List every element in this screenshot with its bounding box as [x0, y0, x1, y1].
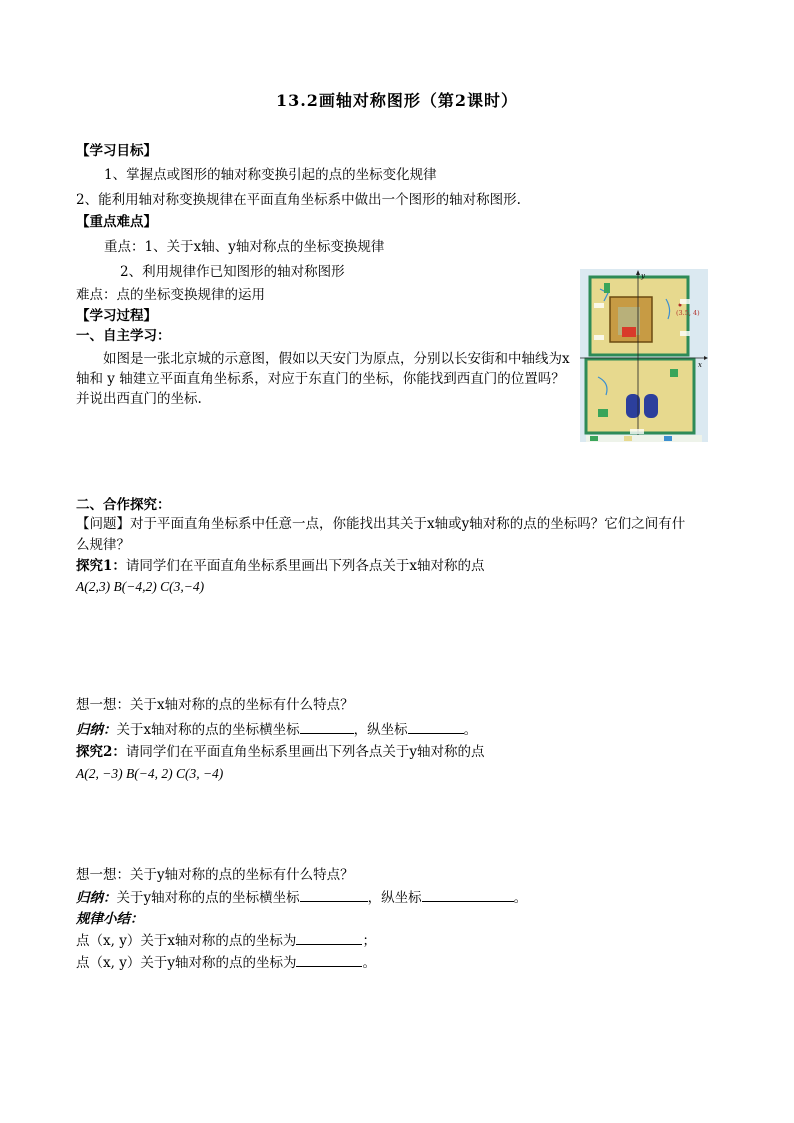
rule2-blank[interactable] — [296, 953, 362, 967]
key-text-1: 1、关于x轴、y轴对称点的坐标变换规律 — [144, 239, 385, 255]
objective-1: 1、掌握点或图形的轴对称变换引起的点的坐标变化规律 — [104, 167, 437, 183]
summary2-text-a: 关于y轴对称的点的坐标横坐标 — [116, 890, 300, 906]
beijing-map-image — [580, 269, 708, 442]
summary1 — [76, 720, 477, 739]
keypoints-heading: 【重点难点】 — [76, 214, 157, 230]
objective-2: 2、能利用轴对称变换规律在平面直角坐标系中做出一个图形的轴对称图形. — [76, 192, 521, 208]
think1: 想一想：关于x轴对称的点的坐标有什么特点？ — [76, 697, 354, 713]
summary2-blank-1[interactable] — [300, 888, 368, 902]
summary2-end: 。 — [513, 890, 528, 906]
explore2-text: 请同学们在平面直角坐标系里画出下列各点关于y轴对称的点 — [125, 744, 485, 760]
question-line-1: 【问题】对于平面直角坐标系中任意一点，你能找出其关于x轴或y轴对称的点的坐标吗？它们之间有什 — [76, 516, 686, 532]
map-y-axis-label: y — [641, 272, 645, 280]
rule2-text: 点（x, y）关于y轴对称的点的坐标为 — [76, 955, 297, 971]
rule2-end: 。 — [362, 955, 376, 971]
explore2 — [76, 743, 485, 761]
summary1-text-b: ，纵坐标 — [353, 722, 408, 738]
keypoint-1 — [104, 238, 384, 256]
summary1-blank-2[interactable] — [408, 720, 464, 734]
keypoint-2: 2、利用规律作已知图形的轴对称图形 — [120, 264, 345, 280]
summary2-label: 归纳： — [76, 890, 117, 906]
map-coord-label: (3.5, 4) — [676, 309, 700, 317]
key-label: 重点： — [104, 239, 145, 255]
question-line-2: 么规律？ — [76, 537, 130, 553]
explore2-label: 探究2： — [76, 744, 126, 760]
rule1-blank[interactable] — [296, 931, 362, 945]
summary2 — [76, 888, 527, 907]
explore1-points: A(2,3) B(−4,2) C(3,−4) — [76, 579, 205, 594]
rule1-text: 点（x, y）关于x轴对称的点的坐标为 — [76, 933, 297, 949]
rule-2 — [76, 953, 376, 972]
section1-text: 如图是一张北京城的示意图，假如以天安门为原点，分别以长安街和中轴线为x 轴和 y 轴建立平面直角坐标系，对应于东直门的坐标，你能找到西直门的位置吗？并说出西直门的坐标. — [76, 351, 570, 407]
think2: 想一想：关于y轴对称的点的坐标有什么特点？ — [76, 867, 354, 883]
section1-title: 一、自主学习： — [76, 328, 171, 344]
process-heading: 【学习过程】 — [76, 308, 157, 324]
explore1-label: 探究1： — [76, 558, 126, 574]
difficulty: 难点：点的坐标变换规律的运用 — [76, 287, 265, 303]
summary1-label: 归纳： — [76, 722, 117, 738]
summary1-text-a: 关于x轴对称的点的坐标横坐标 — [116, 722, 300, 738]
rule1-end: ； — [362, 933, 376, 949]
summary2-text-b: ，纵坐标 — [367, 890, 422, 906]
summary1-end: 。 — [463, 722, 478, 738]
summary2-blank-2[interactable] — [422, 888, 514, 902]
explore1-text: 请同学们在平面直角坐标系里画出下列各点关于x轴对称的点 — [125, 558, 485, 574]
map-x-axis-label: x — [698, 361, 702, 369]
rule-heading: 规律小结： — [76, 911, 144, 927]
objectives-heading: 【学习目标】 — [76, 143, 157, 159]
rule-1 — [76, 931, 376, 950]
explore2-points: A(2, −3) B(−4, 2) C(3, −4) — [76, 766, 224, 781]
summary1-blank-1[interactable] — [300, 720, 354, 734]
section2-title: 二、合作探究： — [76, 497, 171, 513]
page-title: 13.2画轴对称图形（第2课时） — [275, 91, 519, 110]
explore1 — [76, 557, 485, 575]
